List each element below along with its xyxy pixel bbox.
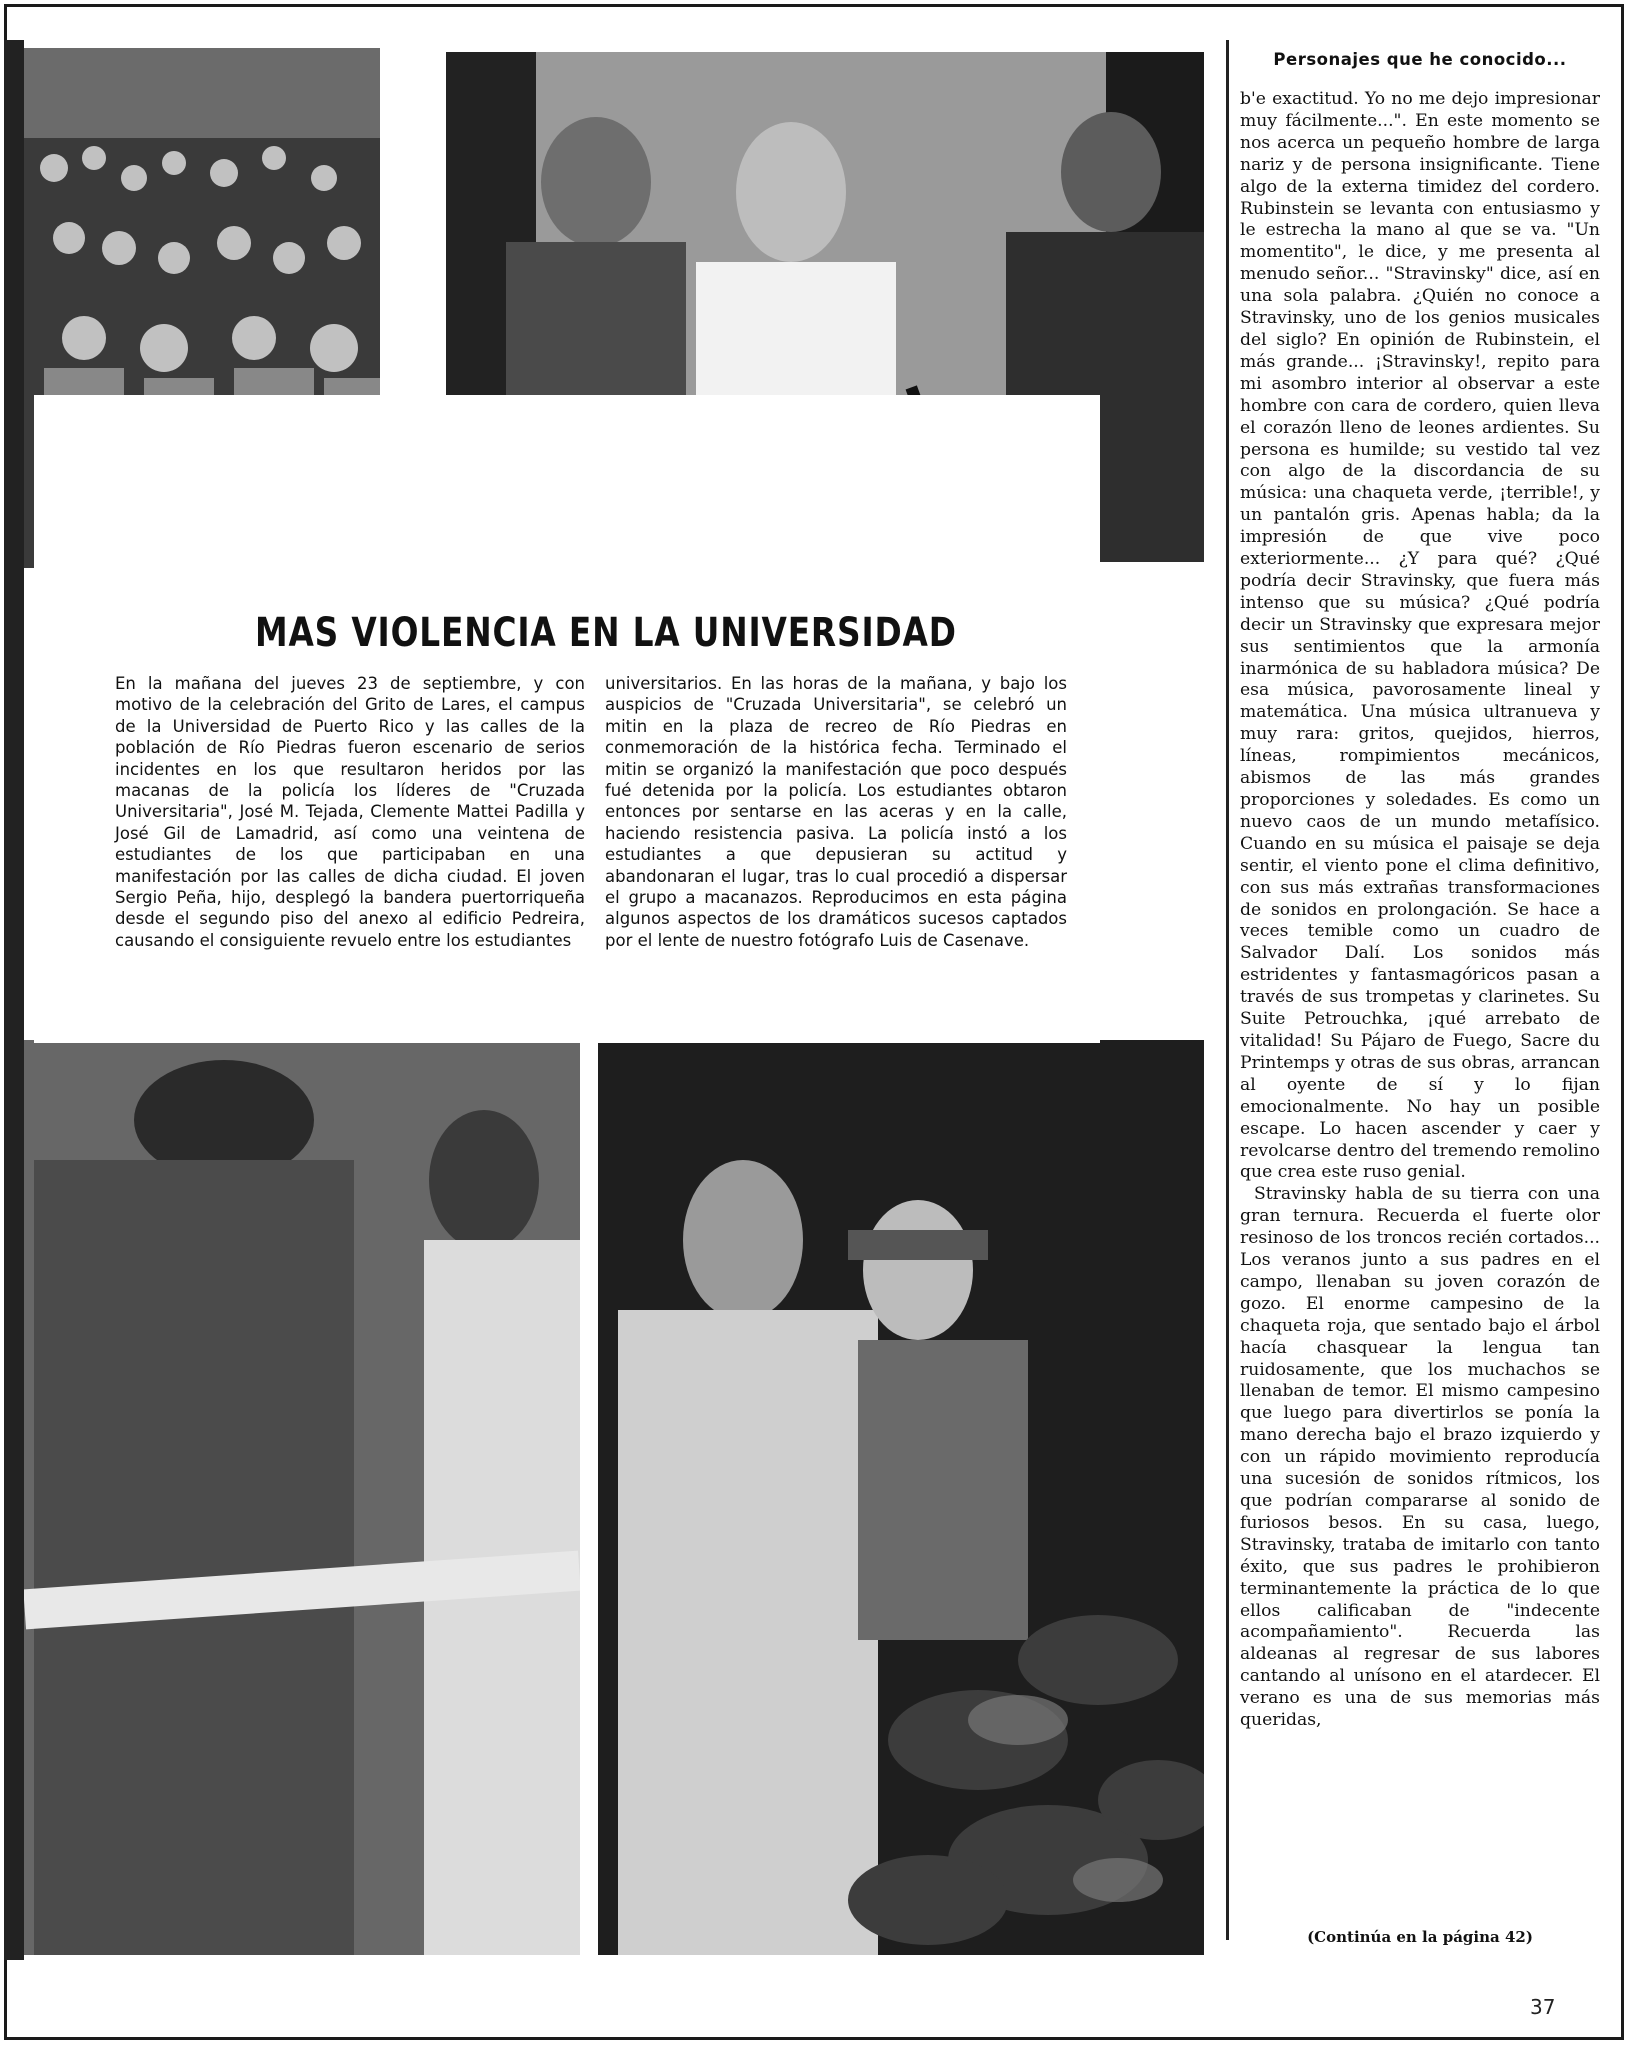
running-head: Personajes que he conocido...	[1273, 50, 1567, 69]
continued-note: (Continúa en la página 42)	[1307, 1928, 1533, 1946]
article-column-2: universitarios. En las horas de la mañana, y bajo los auspicios de "Cruzada Universitaria", se celebró un mitin en la plaza de recreo de Río Piedras en conmemoración de la histórica fecha. Terminado el mitin se organizó la manifestación que poco después fué detenida por la policía. Los estudiantes obtaron entonces por sentarse en las aceras y en la calle, haciendo resistencia pasiva. La policía instó a los estudiantes a que depusieran su actitud y abandonaran el lugar, tras lo cual procedió a dispersar el grupo a macanazos. Reproducimos en esta página algunos aspectos de los dramáticos sucesos captados por el lente de nuestro fotógrafo Luis de Casenave.	[605, 674, 1067, 950]
column-divider	[1226, 40, 1229, 1940]
article-column-1: En la mañana del jueves 23 de septiembre, y con motivo de la celebración del Grito de Lares, el campus de la Universidad de Puerto Rico y las calles de la población de Río Piedras fueron escenario de serios incidentes en los que resultaron heridos por las macanas de la policía los líderes de "Cruzada Universitaria", José M. Tejada, Clemente Mattei Padilla y José Gil de Lamadrid, así como una veintena de estudiantes de los que participaban en una manifestación por las calles de dicha ciudad. El joven Sergio Peña, hijo, desplegó la bandera puertorriqueña desde el segundo piso del anexo al edificio Pedreira, causando el consiguiente revuelo entre los estudiantes	[115, 674, 585, 950]
sidebar-column	[1240, 40, 1600, 1985]
students-detained-photo	[598, 1040, 1204, 1955]
sidebar-paragraph-2: Stravinsky habla de su tierra con una gran ternura. Recuerda el fuerte olor resinoso de los troncos recién cortados... Los veranos junto a sus padres en el campo, llenaban su joven corazón de gozo. El enorme campesino de la chaqueta roja, que sentado bajo el árbol hacía chasquear la lengua tan ruidosamente, que los muchachos se llenaban de temor. El mismo campesino que luego para divertirlos se ponía la mano derecha bajo el brazo izquierdo y con un rápido movimiento reproducía una sucesión de sonidos rítmicos, los que podrían compararse al sonido de furiosos besos. En su casa, luego, Stravinsky, trataba de imitarlo con tanto éxito, que sus padres le prohibieron terminantemente la práctica de lo que ellos calificaban de "indecente acompañamiento". Recuerda las aldeanas al regresar de sus labores cantando al unísono en el atardecer. El verano es una de sus memorias más queridas,	[1240, 1184, 1600, 1731]
sidebar-paragraph-1: b'e exactitud. Yo no me dejo impresionar muy fácilmente...". En este momento se nos acerca un pequeño hombre de larga nariz y de persona insignificante. Tiene algo de la externa timidez del cordero. Rubinstein se levanta con entusiasmo y le estrecha la mano al que se va. "Un momentito", le dice, y me presenta al menudo señor... "Stravinsky" dice, así en una sola palabra. ¿Quién no conoce a Stravinsky, uno de los genios musicales del siglo? En opinión de Rubinstein, el más grande... ¡Stravinsky!, repito para mi asombro interior al observar a este hombre con cara de cordero, quien lleva el corazón lleno de leones ardientes. Su persona es humilde; su vestido tal vez con algo de la discordancia de su música: una chaqueta verde, ¡terrible!, y un pantalón gris. Apenas habla; da la impresión de que vive poco exteriormente... ¿Y para qué? ¿Qué podría decir Stravinsky, que fuera más intenso que su música? ¿Qué podría decir un Stravinsky que expresara mejor sus sentimientos que la armonía inarmónica de su habladora música? De esa música, pavorosamente lineal y matemática. Una música ultranueva y muy rara: gritos, quejidos, hierros, líneas, rompimientos mecánicos, abismos de las más grandes proporciones y soledades. Es como un nuevo caos de un mundo metafísico. Cuando en su música el paisaje se deja sentir, el viento pone el clima definitivo, con sus más extrañas transformaciones de sonidos en prolongación. Se hace a veces temible como un cuadro de Salvador Dalí. Los sonidos más estridentes y fantasmagóricos pasan a través de sus trompetas y clarinetes. Su Suite Petrouchka, ¡qué arrebato de vitalidad! Su Pájaro de Fuego, Sacre du Printemps y otras de sus obras, arrancan al oyente de sí y lo fijan emocionalmente. No hay un posible escape. Lo hacen ascender y caer y revolcarse dentro del tremendo remolino que crea este ruso genial.	[1240, 89, 1600, 1183]
sidebar-text	[1240, 89, 1600, 1732]
left-edge-photo-strip	[4, 40, 24, 1960]
page-number: 37	[1530, 1995, 1556, 2019]
article-headline: MAS VIOLENCIA EN LA UNIVERSIDAD	[255, 610, 957, 656]
police-officer-photo	[24, 1040, 580, 1955]
